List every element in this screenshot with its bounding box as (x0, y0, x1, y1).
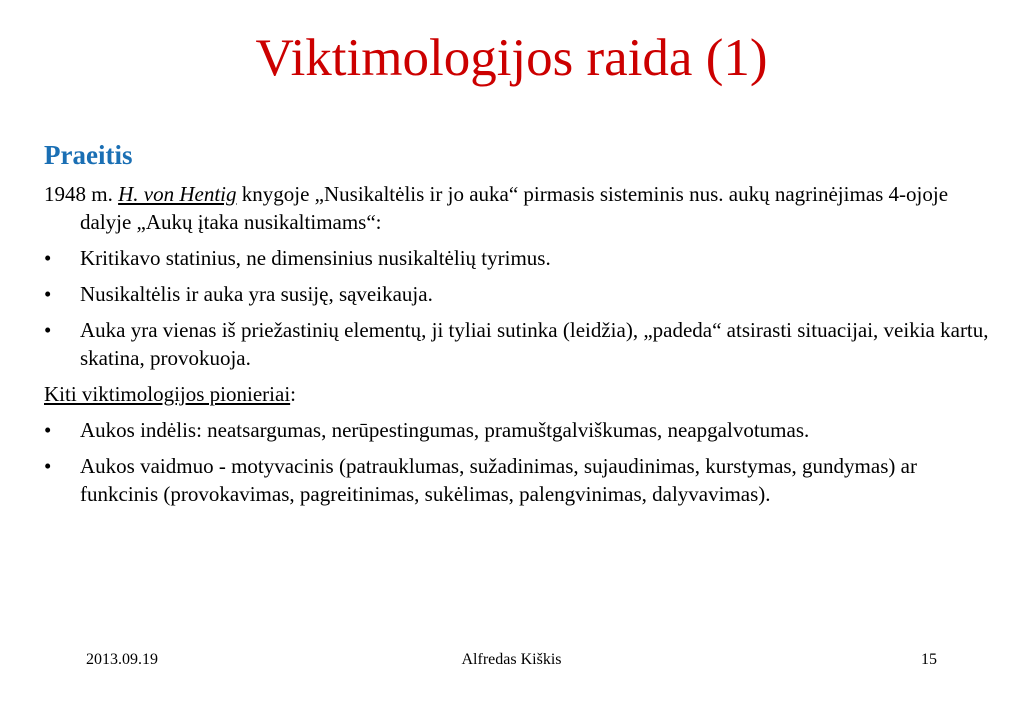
bullet-icon: • (44, 282, 52, 306)
list-item (44, 416, 989, 444)
list-item-text: Kritikavo statinius, ne dimensinius nusikaltėlių tyrimus. (80, 246, 551, 270)
intro-rest: knygoje „Nusikaltėlis ir jo auka“ pirmasis sisteminis nus. aukų nagrinėjimas 4-ojoje dalyje „Aukų įtaka nusikaltimams“: (80, 182, 949, 234)
list-item (44, 316, 989, 372)
intro-paragraph (44, 180, 989, 236)
subheading-text: Kiti viktimologijos pionieriai (44, 382, 291, 406)
slide-title: Viktimologijos raida (1) (255, 29, 768, 87)
list-item (44, 280, 989, 308)
bullet-icon: • (44, 418, 52, 442)
list-item (44, 244, 989, 272)
section-heading: Praeitis (44, 140, 133, 170)
bullet-icon: • (44, 454, 52, 478)
subheading-suffix: : (290, 382, 296, 406)
list-item-text: Aukos indėlis: neatsargumas, nerūpestingumas, pramuštgalviškumas, neapgalvotumas. (80, 418, 810, 442)
list-item-text: Nusikaltėlis ir auka yra susiję, sąveikauja. (80, 282, 433, 306)
slide-content (44, 138, 989, 516)
intro-author: H. von Hentig (118, 182, 237, 206)
footer-page-number: 15 (921, 651, 937, 668)
footer-date: 2013.09.19 (86, 651, 158, 668)
intro-prefix: 1948 m. (44, 182, 119, 206)
list-item-text: Aukos vaidmuo - motyvacinis (patrauklumas, sužadinimas, sujaudinimas, kurstymas, gundymas) ar funkcinis (provokavimas, pagreitinimas, sukėlimas, palengvinimas, dalyvavimas). (80, 454, 917, 506)
list-item (44, 452, 989, 508)
bullet-icon: • (44, 318, 52, 342)
footer-author: Alfredas Kiškis (461, 651, 562, 668)
bullet-icon: • (44, 246, 52, 270)
subheading (44, 380, 989, 408)
list-item-text: Auka yra vienas iš priežastinių elementų, ji tyliai sutinka (leidžia), „padeda“ atsirasti situacijai, veikia kartu, skatina, provokuoja. (80, 318, 989, 370)
